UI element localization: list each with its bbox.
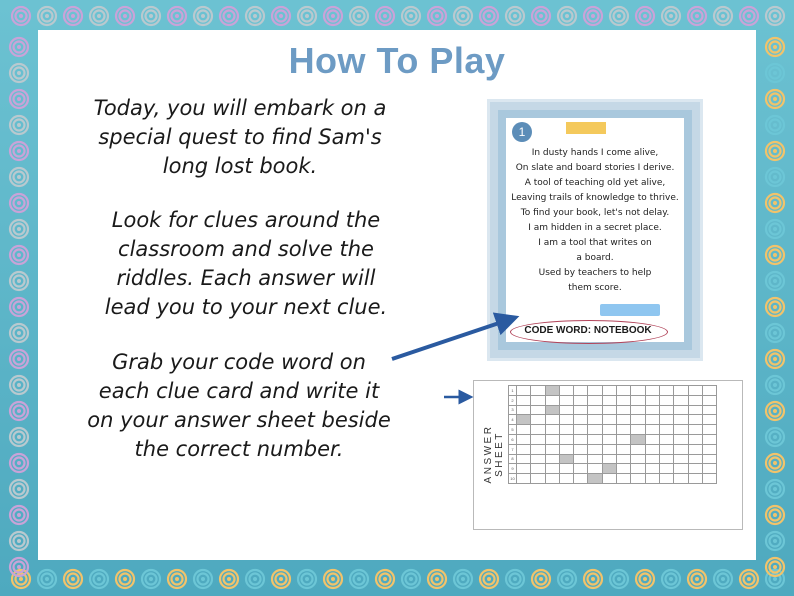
row-number: 6	[509, 434, 517, 444]
answer-cell[interactable]	[674, 454, 688, 464]
rainbow-ring-icon	[8, 374, 30, 396]
answer-row	[509, 395, 717, 405]
rainbow-ring-icon	[738, 5, 760, 27]
rainbow-ring-icon	[608, 5, 630, 27]
answer-cell[interactable]	[588, 464, 602, 474]
rainbow-ring-icon	[764, 504, 786, 526]
answer-cell[interactable]	[645, 474, 659, 484]
answer-cell[interactable]	[631, 434, 645, 444]
answer-cell[interactable]	[631, 395, 645, 405]
instruction-line: classroom and solve the	[118, 237, 374, 261]
rainbow-ring-icon	[296, 568, 318, 590]
rainbow-ring-icon	[712, 5, 734, 27]
answer-row	[509, 454, 717, 464]
row-number: 4	[509, 415, 517, 425]
answer-cell[interactable]	[659, 415, 673, 425]
instruction-line: lead you to your next clue.	[104, 295, 388, 319]
answer-cell[interactable]	[588, 454, 602, 464]
answer-cell[interactable]	[702, 415, 716, 425]
answer-cell[interactable]	[674, 415, 688, 425]
answer-cell[interactable]	[602, 474, 616, 484]
answer-cell[interactable]	[559, 405, 573, 415]
rainbow-ring-icon	[192, 568, 214, 590]
rainbow-ring-icon	[88, 5, 110, 27]
answer-cell[interactable]	[645, 434, 659, 444]
answer-cell[interactable]	[545, 454, 559, 464]
answer-cell[interactable]	[631, 454, 645, 464]
answer-cell[interactable]	[559, 444, 573, 454]
rainbow-ring-icon	[322, 568, 344, 590]
answer-cell[interactable]	[574, 454, 588, 464]
answer-row	[509, 464, 717, 474]
answer-cell[interactable]	[688, 405, 702, 415]
answer-cell[interactable]	[688, 415, 702, 425]
answer-cell[interactable]	[559, 395, 573, 405]
answer-cell[interactable]	[631, 474, 645, 484]
answer-cell[interactable]	[688, 395, 702, 405]
answer-cell[interactable]	[688, 474, 702, 484]
answer-cell[interactable]	[617, 386, 631, 396]
answer-cell[interactable]	[674, 464, 688, 474]
rainbow-ring-icon	[322, 5, 344, 27]
answer-cell[interactable]	[674, 425, 688, 435]
answer-cell[interactable]	[517, 386, 531, 396]
rainbow-ring-icon	[10, 5, 32, 27]
rainbow-ring-icon	[8, 218, 30, 240]
riddle-line: To find your book, let's not delay.	[520, 208, 670, 218]
answer-cell[interactable]	[588, 405, 602, 415]
answer-row	[509, 405, 717, 415]
answer-cell[interactable]	[574, 386, 588, 396]
answer-cell[interactable]	[659, 474, 673, 484]
page-title: How To Play	[288, 40, 506, 81]
answer-cell[interactable]	[645, 464, 659, 474]
rainbow-ring-icon	[62, 568, 84, 590]
instruction-line: Look for clues around the	[111, 208, 381, 232]
answer-cell[interactable]	[602, 425, 616, 435]
instruction-line: Grab your code word on	[112, 350, 366, 374]
rainbow-ring-icon	[8, 62, 30, 84]
answer-cell[interactable]	[559, 474, 573, 484]
answer-cell[interactable]	[631, 425, 645, 435]
riddle-line: I am a tool that writes on	[538, 238, 652, 248]
rainbow-ring-icon	[764, 88, 786, 110]
rainbow-ring-icon	[140, 568, 162, 590]
answer-cell[interactable]	[531, 415, 545, 425]
row-number: 2	[509, 395, 517, 405]
rainbow-ring-icon	[8, 296, 30, 318]
answer-cell[interactable]	[702, 454, 716, 464]
rainbow-ring-icon	[764, 478, 786, 500]
instruction-line: special quest to find Sam's	[98, 125, 382, 149]
rainbow-ring-icon	[764, 296, 786, 318]
answer-cell[interactable]	[659, 395, 673, 405]
answer-cell[interactable]	[588, 474, 602, 484]
riddle-line: a board.	[576, 253, 614, 263]
answer-cell[interactable]	[645, 454, 659, 464]
rainbow-ring-icon	[8, 270, 30, 292]
rainbow-ring-icon	[764, 426, 786, 448]
answer-cell[interactable]	[559, 464, 573, 474]
answer-cell[interactable]	[545, 395, 559, 405]
answer-cell[interactable]	[588, 386, 602, 396]
answer-cell[interactable]	[574, 474, 588, 484]
answer-row	[509, 415, 717, 425]
rainbow-ring-icon	[530, 568, 552, 590]
rainbow-ring-icon	[764, 556, 786, 578]
answer-cell[interactable]	[588, 415, 602, 425]
answer-cell[interactable]	[631, 386, 645, 396]
instruction-paragraph-3	[74, 348, 404, 464]
rainbow-ring-icon	[400, 5, 422, 27]
answer-cell[interactable]	[702, 425, 716, 435]
answer-cell[interactable]	[588, 434, 602, 444]
rainbow-ring-icon	[764, 36, 786, 58]
answer-cell[interactable]	[517, 444, 531, 454]
clue-card-border	[498, 110, 692, 350]
answer-cell[interactable]	[531, 434, 545, 444]
answer-cell[interactable]	[602, 444, 616, 454]
riddle-line: I am hidden in a secret place.	[528, 223, 662, 233]
rainbow-ring-icon	[166, 5, 188, 27]
answer-cell[interactable]	[659, 425, 673, 435]
answer-cell[interactable]	[674, 386, 688, 396]
answer-cell[interactable]	[617, 425, 631, 435]
rainbow-ring-icon	[686, 5, 708, 27]
answer-cell[interactable]	[588, 395, 602, 405]
answer-cell[interactable]	[588, 425, 602, 435]
instruction-paragraph-2	[86, 206, 406, 322]
answer-cell[interactable]	[688, 464, 702, 474]
answer-cell[interactable]	[545, 444, 559, 454]
rainbow-ring-icon	[36, 5, 58, 27]
rainbow-ring-icon	[764, 62, 786, 84]
rainbow-ring-icon	[764, 322, 786, 344]
answer-cell[interactable]	[631, 415, 645, 425]
rainbow-ring-icon	[764, 348, 786, 370]
ruler-icon	[600, 304, 660, 316]
answer-cell[interactable]	[617, 444, 631, 454]
rainbow-ring-icon	[244, 568, 266, 590]
row-number: 7	[509, 444, 517, 454]
answer-cell[interactable]	[602, 464, 616, 474]
rainbow-ring-icon	[114, 568, 136, 590]
instruction-paragraph-1	[80, 94, 400, 181]
answer-cell[interactable]	[559, 434, 573, 444]
instruction-line: each clue card and write it	[98, 379, 380, 403]
answer-cell[interactable]	[517, 425, 531, 435]
rainbow-ring-icon	[764, 374, 786, 396]
answer-cell[interactable]	[617, 415, 631, 425]
answer-cell[interactable]	[602, 454, 616, 464]
answer-cell[interactable]	[602, 434, 616, 444]
rainbow-ring-icon	[530, 5, 552, 27]
answer-cell[interactable]	[631, 405, 645, 415]
rainbow-ring-icon	[8, 88, 30, 110]
answer-cell[interactable]	[688, 454, 702, 464]
rainbow-ring-icon	[712, 568, 734, 590]
answer-cell[interactable]	[574, 405, 588, 415]
answer-cell[interactable]	[702, 395, 716, 405]
answer-cell[interactable]	[674, 395, 688, 405]
answer-cell[interactable]	[617, 395, 631, 405]
rainbow-ring-icon	[556, 5, 578, 27]
rainbow-ring-icon	[764, 218, 786, 240]
row-number: 9	[509, 464, 517, 474]
answer-cell[interactable]	[574, 415, 588, 425]
rainbow-ring-icon	[764, 530, 786, 552]
rainbow-ring-icon	[478, 5, 500, 27]
rainbow-ring-icon	[764, 244, 786, 266]
answer-cell[interactable]	[702, 444, 716, 454]
answer-cell[interactable]	[645, 395, 659, 405]
row-number: 10	[509, 474, 517, 484]
row-number: 5	[509, 425, 517, 435]
instruction-line: riddles. Each answer will	[116, 266, 376, 290]
instruction-line: the correct number.	[134, 437, 344, 461]
rainbow-ring-icon	[764, 192, 786, 214]
rainbow-ring-icon	[426, 568, 448, 590]
answer-cell[interactable]	[674, 444, 688, 454]
rainbow-ring-icon	[8, 166, 30, 188]
rainbow-ring-icon	[270, 5, 292, 27]
answer-cell[interactable]	[559, 425, 573, 435]
clue-card-content	[506, 118, 684, 342]
answer-cell[interactable]	[688, 425, 702, 435]
answer-cell[interactable]	[674, 434, 688, 444]
rainbow-ring-icon	[426, 5, 448, 27]
answer-row	[509, 474, 717, 484]
rainbow-ring-icon	[8, 114, 30, 136]
answer-cell[interactable]	[574, 425, 588, 435]
answer-cell[interactable]	[531, 405, 545, 415]
answer-row	[509, 434, 717, 444]
rainbow-ring-icon	[8, 36, 30, 58]
row-number: 1	[509, 386, 517, 396]
answer-cell[interactable]	[659, 434, 673, 444]
rainbow-ring-icon	[764, 270, 786, 292]
answer-cell[interactable]	[702, 474, 716, 484]
answer-cell[interactable]	[645, 386, 659, 396]
answer-cell[interactable]	[631, 444, 645, 454]
answer-cell[interactable]	[659, 464, 673, 474]
answer-sheet	[473, 380, 743, 530]
rainbow-ring-icon	[348, 5, 370, 27]
row-number: 8	[509, 454, 517, 464]
answer-cell[interactable]	[531, 386, 545, 396]
answer-sheet-title: ANSWER SHEET	[483, 424, 505, 484]
rainbow-ring-icon	[660, 568, 682, 590]
instruction-line: long lost book.	[162, 154, 318, 178]
clue-number-badge: 1	[512, 122, 532, 142]
answer-cell[interactable]	[517, 415, 531, 425]
rainbow-ring-icon	[504, 568, 526, 590]
answer-cell[interactable]	[702, 464, 716, 474]
answer-cell[interactable]	[517, 434, 531, 444]
answer-cell[interactable]	[531, 395, 545, 405]
rainbow-ring-icon	[764, 5, 786, 27]
answer-cell[interactable]	[588, 444, 602, 454]
rainbow-ring-icon	[738, 568, 760, 590]
answer-cell[interactable]	[545, 405, 559, 415]
answer-cell[interactable]	[545, 386, 559, 396]
answer-cell[interactable]	[617, 474, 631, 484]
answer-row	[509, 444, 717, 454]
answer-cell[interactable]	[531, 425, 545, 435]
rainbow-ring-icon	[660, 5, 682, 27]
rainbow-ring-icon	[400, 568, 422, 590]
rainbow-ring-icon	[244, 5, 266, 27]
riddle-line: A tool of teaching old yet alive,	[524, 178, 666, 188]
answer-cell[interactable]	[688, 434, 702, 444]
rainbow-ring-icon	[686, 568, 708, 590]
answer-cell[interactable]	[659, 405, 673, 415]
rainbow-ring-icon	[114, 5, 136, 27]
rainbow-ring-icon	[608, 568, 630, 590]
answer-cell[interactable]	[602, 386, 616, 396]
rainbow-ring-icon	[270, 568, 292, 590]
rainbow-ring-icon	[634, 568, 656, 590]
answer-row	[509, 386, 717, 396]
rainbow-ring-icon	[36, 568, 58, 590]
rainbow-ring-icon	[8, 478, 30, 500]
answer-cell[interactable]	[559, 454, 573, 464]
rainbow-ring-icon	[582, 568, 604, 590]
rainbow-ring-icon	[556, 568, 578, 590]
answer-cell[interactable]	[617, 464, 631, 474]
rainbow-ring-icon	[8, 140, 30, 162]
answer-cell[interactable]	[531, 454, 545, 464]
answer-cell[interactable]	[517, 395, 531, 405]
rainbow-ring-icon	[8, 426, 30, 448]
rainbow-ring-icon	[504, 5, 526, 27]
answer-cell[interactable]	[545, 415, 559, 425]
answer-row	[509, 425, 717, 435]
answer-cell[interactable]	[531, 474, 545, 484]
rainbow-ring-icon	[764, 452, 786, 474]
rainbow-ring-icon	[8, 452, 30, 474]
answer-cell[interactable]	[617, 454, 631, 464]
answer-cell[interactable]	[602, 395, 616, 405]
answer-cell[interactable]	[517, 474, 531, 484]
answer-grid	[508, 385, 717, 484]
rainbow-ring-icon	[8, 556, 30, 578]
answer-cell[interactable]	[702, 405, 716, 415]
rainbow-ring-icon	[582, 5, 604, 27]
rainbow-ring-icon	[478, 568, 500, 590]
riddle-line: In dusty hands I come alive,	[531, 148, 659, 158]
rainbow-ring-icon	[8, 348, 30, 370]
rainbow-ring-icon	[296, 5, 318, 27]
answer-cell[interactable]	[645, 415, 659, 425]
answer-cell[interactable]	[602, 415, 616, 425]
answer-cell[interactable]	[574, 444, 588, 454]
answer-cell[interactable]	[531, 464, 545, 474]
answer-cell[interactable]	[617, 405, 631, 415]
rainbow-ring-icon	[348, 568, 370, 590]
answer-cell[interactable]	[631, 464, 645, 474]
rainbow-ring-icon	[8, 504, 30, 526]
rainbow-ring-icon	[8, 530, 30, 552]
answer-cell[interactable]	[645, 425, 659, 435]
tape-decoration	[566, 122, 606, 134]
answer-cell[interactable]	[545, 464, 559, 474]
answer-cell[interactable]	[617, 434, 631, 444]
riddle-line: them score.	[568, 283, 622, 293]
answer-cell[interactable]	[645, 405, 659, 415]
answer-cell[interactable]	[574, 434, 588, 444]
rainbow-ring-icon	[8, 400, 30, 422]
rainbow-ring-icon	[634, 5, 656, 27]
answer-cell[interactable]	[702, 386, 716, 396]
answer-cell[interactable]	[602, 405, 616, 415]
answer-cell[interactable]	[645, 444, 659, 454]
rainbow-ring-icon	[764, 140, 786, 162]
rainbow-ring-icon	[452, 568, 474, 590]
answer-cell[interactable]	[545, 434, 559, 444]
rainbow-ring-icon	[374, 5, 396, 27]
page	[38, 30, 756, 560]
answer-cell[interactable]	[559, 415, 573, 425]
answer-cell[interactable]	[659, 386, 673, 396]
answer-cell[interactable]	[517, 464, 531, 474]
answer-cell[interactable]	[674, 474, 688, 484]
answer-cell[interactable]	[545, 474, 559, 484]
answer-cell[interactable]	[674, 405, 688, 415]
rainbow-ring-icon	[62, 5, 84, 27]
rainbow-ring-icon	[166, 568, 188, 590]
code-word: CODE WORD: NOTEBOOK	[524, 325, 652, 336]
rainbow-ring-icon	[374, 568, 396, 590]
answer-cell[interactable]	[574, 464, 588, 474]
rainbow-ring-icon	[452, 5, 474, 27]
instruction-line: Today, you will embark on a	[93, 96, 387, 120]
answer-cell[interactable]	[702, 434, 716, 444]
instruction-line: on your answer sheet beside	[87, 408, 391, 432]
rainbow-ring-icon	[218, 568, 240, 590]
answer-cell[interactable]	[659, 454, 673, 464]
rainbow-ring-icon	[88, 568, 110, 590]
row-number: 3	[509, 405, 517, 415]
rainbow-ring-icon	[192, 5, 214, 27]
clue-card	[487, 99, 703, 361]
answer-cell[interactable]	[688, 386, 702, 396]
riddle-line: Leaving trails of knowledge to thrive.	[511, 193, 679, 203]
answer-cell[interactable]	[517, 454, 531, 464]
answer-cell[interactable]	[545, 425, 559, 435]
rainbow-ring-icon	[140, 5, 162, 27]
answer-cell[interactable]	[659, 444, 673, 454]
rainbow-ring-icon	[218, 5, 240, 27]
answer-cell[interactable]	[517, 405, 531, 415]
rainbow-ring-icon	[8, 244, 30, 266]
riddle-line: On slate and board stories I derive.	[515, 163, 675, 173]
answer-cell[interactable]	[559, 386, 573, 396]
answer-cell[interactable]	[574, 395, 588, 405]
rainbow-ring-icon	[8, 192, 30, 214]
riddle-line: Used by teachers to help	[538, 268, 652, 278]
rainbow-ring-icon	[764, 166, 786, 188]
rainbow-ring-icon	[764, 400, 786, 422]
answer-cell[interactable]	[688, 444, 702, 454]
rainbow-ring-icon	[8, 322, 30, 344]
answer-cell[interactable]	[531, 444, 545, 454]
rainbow-ring-icon	[764, 114, 786, 136]
